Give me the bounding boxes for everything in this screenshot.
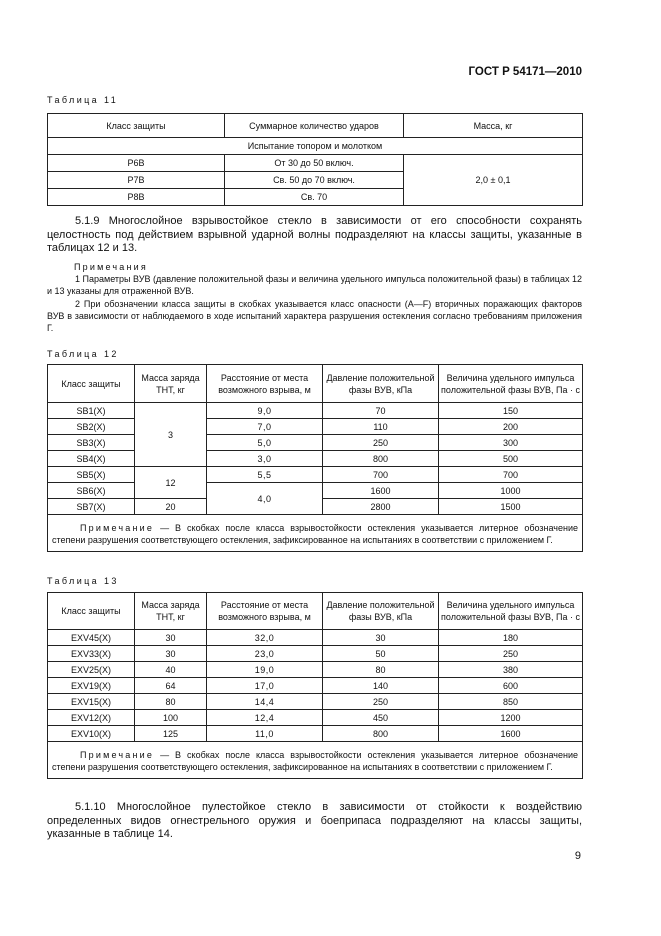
notes-title: Примечания xyxy=(74,262,148,272)
note-1: 1 Параметры ВУВ (давление положительной фазы и величина удельного импульса положительной фазы) в таблицах 12 и 13 указаны для отраженной ВУВ. xyxy=(47,274,582,296)
table-12-cell: SB3(X) xyxy=(48,435,135,451)
table-13-cell: 64 xyxy=(135,678,207,694)
table-13-cell: 40 xyxy=(135,662,207,678)
table-12-cell: 200 xyxy=(439,419,583,435)
table-11-cell: P8B xyxy=(48,189,225,206)
table-12-cell: 250 xyxy=(323,435,439,451)
table-11-cell: P7B xyxy=(48,172,225,189)
table-13-header: Класс защиты xyxy=(48,593,135,630)
table-12-header: Расстояние от места возможного взрыва, м xyxy=(207,365,323,403)
table-13-cell: EXV10(X) xyxy=(48,726,135,742)
table-12-cell: SB6(X) xyxy=(48,483,135,499)
table-12-cell: 700 xyxy=(323,467,439,483)
table-12-header: Масса заряда ТНТ, кг xyxy=(135,365,207,403)
table-12-cell: 800 xyxy=(323,451,439,467)
table-13-cell: 1200 xyxy=(439,710,583,726)
table-12-caption: Таблица 12 xyxy=(47,349,119,359)
table-12-cell: 70 xyxy=(323,403,439,419)
table-12-cell: 1000 xyxy=(439,483,583,499)
table-13-header: Расстояние от места возможного взрыва, м xyxy=(207,593,323,630)
table-13-cell: 23,0 xyxy=(207,646,323,662)
table-12-cell: 5,0 xyxy=(207,435,323,451)
table-11-header: Масса, кг xyxy=(404,114,583,138)
table-12-cell: 2800 xyxy=(323,499,439,515)
table-13-note-text: — В скобках после класса взрывостойкости остекления указывается литерное обозначение степени разрушения соответствующего остекления, зафиксированное на испытаниях в соответствии с приложением Г. xyxy=(52,750,578,772)
table-13-cell: 19,0 xyxy=(207,662,323,678)
table-12-note-label: Примечание xyxy=(80,523,155,533)
table-13-cell: EXV12(X) xyxy=(48,710,135,726)
table-13-note xyxy=(48,742,583,779)
table-12-header: Класс защиты xyxy=(48,365,135,403)
table-12-cell: 12 xyxy=(135,467,207,499)
table-13-cell: 30 xyxy=(323,630,439,646)
table-13-cell: 11,0 xyxy=(207,726,323,742)
table-13-cell: 30 xyxy=(135,646,207,662)
table-13-cell: 30 xyxy=(135,630,207,646)
table-13-header: Масса заряда ТНТ, кг xyxy=(135,593,207,630)
page-number: 9 xyxy=(574,850,581,862)
table-13-cell: 250 xyxy=(439,646,583,662)
table-13-cell: EXV19(X) xyxy=(48,678,135,694)
table-12-note-text: — В скобках после класса взрывостойкости остекления указывается литерное обозначение степени разрушения соответствующего остекления, зафиксированное на испытаниях в соответствии с приложением Г. xyxy=(52,523,578,545)
table-12-cell: 700 xyxy=(439,467,583,483)
table-13-cell: 80 xyxy=(135,694,207,710)
table-12-cell: 20 xyxy=(135,499,207,515)
table-12-header: Давление положительной фазы ВУВ, кПа xyxy=(323,365,439,403)
table-13-cell: 50 xyxy=(323,646,439,662)
table-13-cell: 14,4 xyxy=(207,694,323,710)
table-12-cell: 3 xyxy=(135,403,207,467)
table-12-cell: 4,0 xyxy=(207,483,323,515)
table-13-note-label: Примечание xyxy=(80,750,155,760)
table-11-cell: Св. 50 до 70 включ. xyxy=(225,172,404,189)
table-13-cell: 80 xyxy=(323,662,439,678)
paragraph-5-1-10: 5.1.10 Многослойное пулестойкое стекло в зависимости от стойкости к воздействию определенных видов огнестрельного оружия и боеприпаса подразделяют на классы защиты, указанные в таблице 14. xyxy=(47,801,582,841)
table-11-cell: P6B xyxy=(48,155,225,172)
table-12-cell: 110 xyxy=(323,419,439,435)
table-13-cell: 380 xyxy=(439,662,583,678)
table-11-header: Суммарное количество ударов xyxy=(225,114,404,138)
table-12-cell: 3,0 xyxy=(207,451,323,467)
paragraph-5-1-9: 5.1.9 Многослойное взрывостойкое стекло в зависимости от его способности сохранять целостность под действием взрывной ударной волны подразделяют на классы защиты, указанные в таблицах 12 и 13. xyxy=(47,215,582,255)
table-12-cell: 5,5 xyxy=(207,467,323,483)
table-13-cell: 1600 xyxy=(439,726,583,742)
table-13-cell: 800 xyxy=(323,726,439,742)
table-13-cell: 250 xyxy=(323,694,439,710)
table-13-cell: EXV33(X) xyxy=(48,646,135,662)
table-13-header: Величина удельного импульса положительной фазы ВУВ, Па · с xyxy=(439,593,583,630)
table-12-header: Величина удельного импульса положительной фазы ВУВ, Па · с xyxy=(439,365,583,403)
table-12-cell: 1500 xyxy=(439,499,583,515)
table-12-cell: SB5(X) xyxy=(48,467,135,483)
table-13 xyxy=(47,592,583,779)
table-11-cell: От 30 до 50 включ. xyxy=(225,155,404,172)
table-11-section: Испытание топором и молотком xyxy=(48,138,583,155)
table-12-cell: SB1(X) xyxy=(48,403,135,419)
table-13-cell: 17,0 xyxy=(207,678,323,694)
table-12-cell: SB4(X) xyxy=(48,451,135,467)
table-12-cell: 500 xyxy=(439,451,583,467)
table-13-cell: 125 xyxy=(135,726,207,742)
table-12-cell: 150 xyxy=(439,403,583,419)
table-12-cell: SB7(X) xyxy=(48,499,135,515)
table-13-cell: EXV25(X) xyxy=(48,662,135,678)
table-11 xyxy=(47,113,583,206)
table-13-cell: 850 xyxy=(439,694,583,710)
table-12 xyxy=(47,364,583,552)
document-id: ГОСТ Р 54171—2010 xyxy=(468,66,582,78)
table-11-caption: Таблица 11 xyxy=(47,95,119,105)
table-11-header: Класс защиты xyxy=(48,114,225,138)
table-12-note xyxy=(48,515,583,552)
table-13-cell: 12,4 xyxy=(207,710,323,726)
table-13-cell: 140 xyxy=(323,678,439,694)
table-13-cell: 32,0 xyxy=(207,630,323,646)
table-13-cell: 450 xyxy=(323,710,439,726)
table-13-cell: EXV15(X) xyxy=(48,694,135,710)
table-12-cell: SB2(X) xyxy=(48,419,135,435)
table-12-cell: 9,0 xyxy=(207,403,323,419)
table-13-cell: EXV45(X) xyxy=(48,630,135,646)
table-12-cell: 1600 xyxy=(323,483,439,499)
table-12-cell: 7,0 xyxy=(207,419,323,435)
table-11-cell: Св. 70 xyxy=(225,189,404,206)
table-13-header: Давление положительной фазы ВУВ, кПа xyxy=(323,593,439,630)
table-13-cell: 180 xyxy=(439,630,583,646)
table-13-cell: 100 xyxy=(135,710,207,726)
table-13-cell: 600 xyxy=(439,678,583,694)
note-2: 2 При обозначении класса защиты в скобках указывается класс опасности (А—F) вторичных поражающих факторов ВУВ в зависимости от наблюдаемого в ходе испытаний характера разрушения остекления согласно требованиям приложения Г. xyxy=(47,299,582,333)
table-12-cell: 300 xyxy=(439,435,583,451)
table-11-mass: 2,0 ± 0,1 xyxy=(404,155,583,206)
table-13-caption: Таблица 13 xyxy=(47,576,119,586)
